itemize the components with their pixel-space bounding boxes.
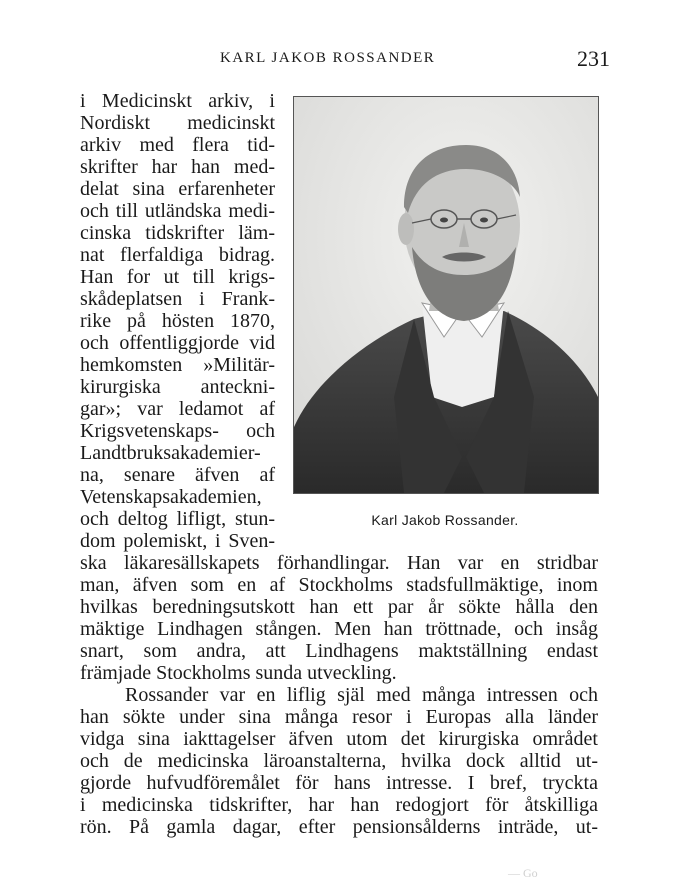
text-line: snart, som andra, att Lindhagens maktställning endast — [80, 640, 598, 662]
text-line: i Medicinskt arkiv, i — [80, 90, 275, 112]
text-line: och offentliggjorde vid — [80, 332, 275, 354]
text-line: hemkomsten »Militär- — [80, 354, 275, 376]
running-header — [80, 48, 610, 72]
text-line: kirurgiska anteckni- — [80, 376, 275, 398]
text-line: Vetenskapsakademien, — [80, 486, 262, 508]
text-line: cinska tidskrifter läm- — [80, 222, 275, 244]
text-line: delat sina erfarenheter — [80, 178, 275, 200]
text-line: Nordiskt medicinskt — [80, 112, 275, 134]
text-line: han sökte under sina många resor i Europas alla länder — [80, 706, 598, 728]
text-line: man, äfven som en af Stockholms stadsfullmäktige, inom — [80, 574, 598, 596]
text-line: Krigsvetenskaps- och — [80, 420, 275, 442]
text-line: och deltog lifligt, stun- — [80, 508, 275, 530]
text-line: främjade Stockholms sunda utveckling. — [80, 662, 397, 684]
text-line: skådeplatsen i Frank- — [80, 288, 275, 310]
text-line: Rossander var en liflig själ med många intressen och — [125, 684, 598, 706]
text-line: nat flerfaldiga bidrag. — [80, 244, 275, 266]
text-line: Landtbruksakademier- — [80, 442, 261, 464]
text-line: gar»; var ledamot af — [80, 398, 275, 420]
text-line: Han for ut till krigs- — [80, 266, 275, 288]
text-line: ska läkaresällskapets förhandlingar. Han var en stridbar — [80, 552, 598, 574]
text-line: dom polemiskt, i Sven- — [80, 530, 275, 552]
text-line: vidga sina iakttagelser äfven utom det kirurgiska området — [80, 728, 598, 750]
text-line: rike på hösten 1870, — [80, 310, 275, 332]
text-line: na, senare äfven af — [80, 464, 275, 486]
text-line: rön. På gamla dagar, efter pensionsålderns inträde, ut- — [80, 816, 598, 838]
page-number: 231 — [577, 46, 610, 71]
text-line: mäktige Lindhagen stången. Men han tröttnade, och insåg — [80, 618, 598, 640]
text-line: arkiv med flera tid- — [80, 134, 275, 156]
text-line: hvilkas beredningsutskott han ett par år sökte hålla den — [80, 596, 598, 618]
portrait-illustration — [294, 97, 598, 493]
text-line: gjorde hufvudföremålet för hans intresse. I bref, tryckta — [80, 772, 598, 794]
text-line: i medicinska tidskrifter, har han redogjort för åtskilliga — [80, 794, 598, 816]
text-line: och till utländska medi- — [80, 200, 275, 222]
portrait-photograph — [293, 96, 599, 494]
scan-watermark: — Go — [508, 866, 538, 880]
figure-caption: Karl Jakob Rossander. — [371, 512, 519, 528]
running-title: KARL JAKOB ROSSANDER — [220, 50, 436, 66]
text-line: och de medicinska läroanstalterna, hvilka dock alltid ut- — [80, 750, 598, 772]
text-line: skrifter har han med- — [80, 156, 275, 178]
